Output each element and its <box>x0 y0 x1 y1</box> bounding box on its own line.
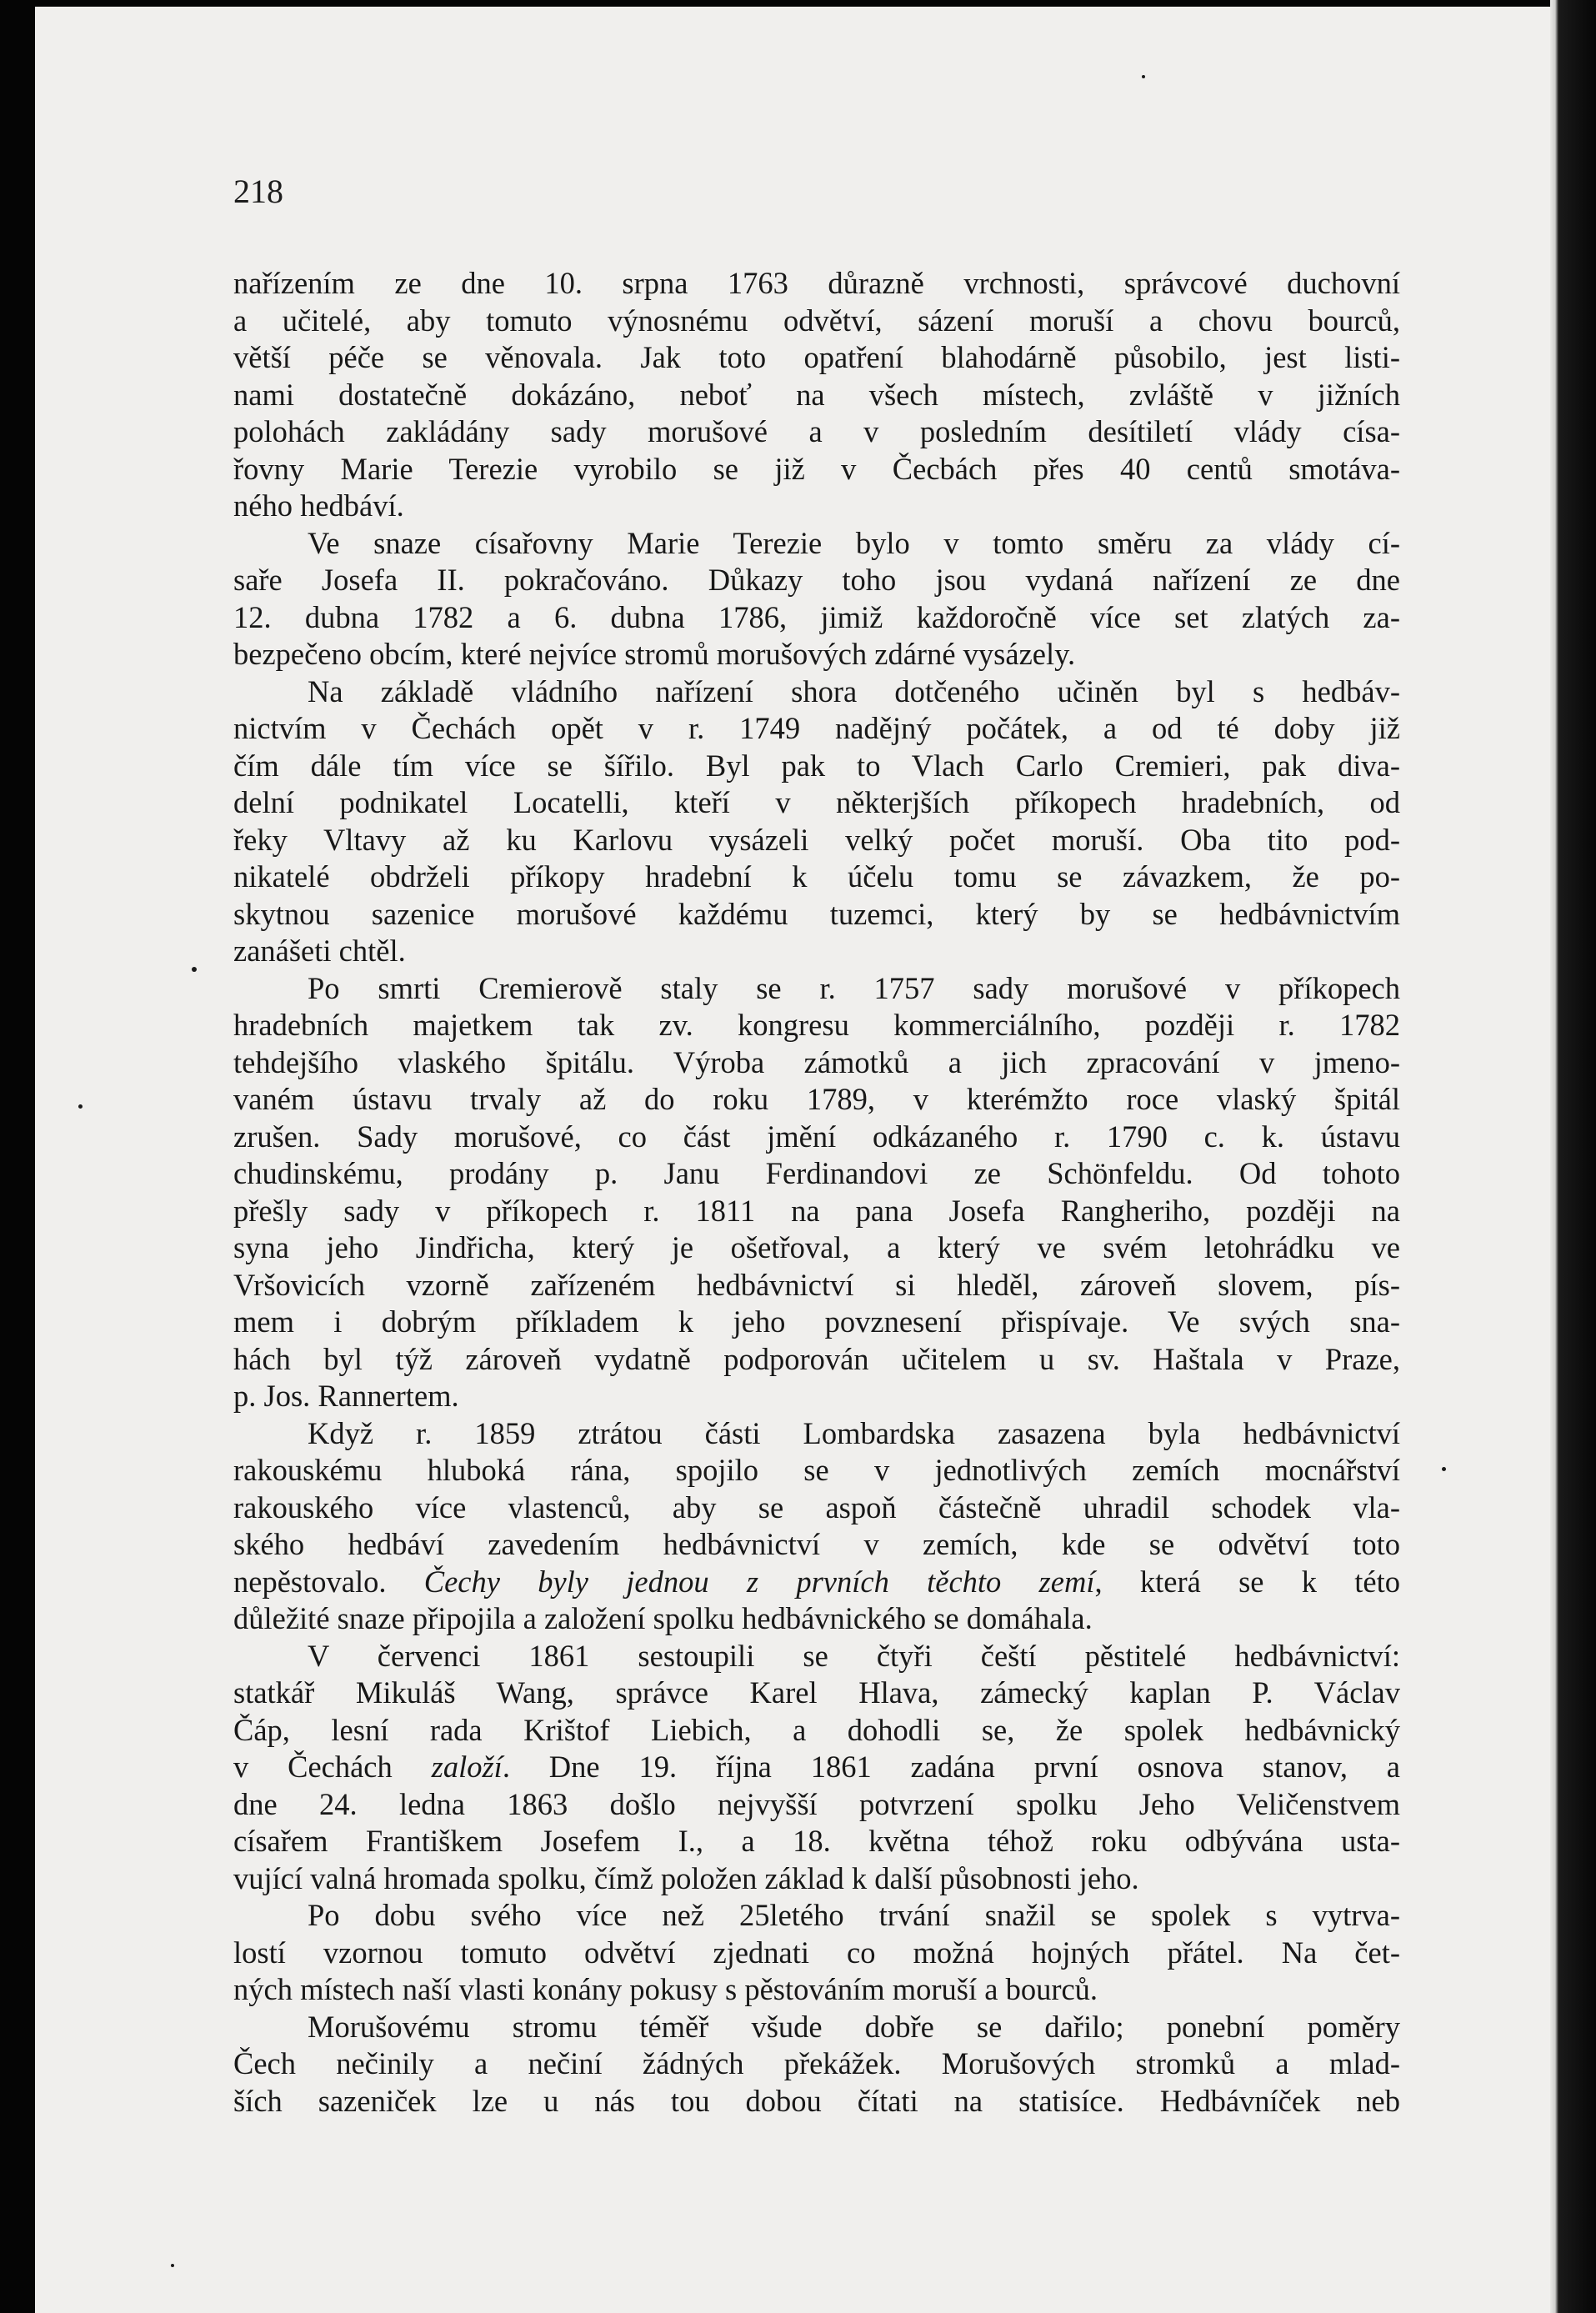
text-line: zanášeti chtěl. <box>233 934 406 968</box>
text-line: polohách zakládány sady morušové a v posledním desítiletí vlády císa- <box>233 414 1400 448</box>
scan-speck <box>1142 75 1145 78</box>
scan-speck <box>78 1104 83 1109</box>
text-line: zrušen. Sady morušové, co část jmění odkázaného r. 1790 c. k. ústavu <box>233 1119 1400 1154</box>
text-line: vující valná hromada spolku, čímž položen základ k další působnosti jeho. <box>233 1860 1139 1895</box>
text-line-italic: nepěstovalo. Čechy byly jednou z prvních těchto zemí, která se k této <box>233 1564 1400 1599</box>
body-text <box>233 265 1400 2120</box>
scan-speck <box>192 967 197 972</box>
text-line: hradebních majetkem tak zv. kongresu kommerciálního, později r. 1782 <box>233 1008 1400 1042</box>
page-number: 218 <box>233 173 283 210</box>
text-line: mem i dobrým příkladem k jeho povznesení přispívaje. Ve svých sna- <box>233 1304 1400 1339</box>
text-line: nikatelé obdrželi příkopy hradební k účelu tomu se závazkem, že po- <box>233 859 1400 894</box>
text-line: ných místech naší vlasti konány pokusy s pěstováním moruší a bourců. <box>233 1972 1098 2006</box>
text-line: vaném ústavu trvaly až do roku 1789, v kterémžto roce vlaský špitál <box>233 1082 1400 1116</box>
text-line: Když r. 1859 ztrátou části Lombardska zasazena byla hedbávnictví <box>308 1415 1400 1450</box>
text-line: dne 24. ledna 1863 došlo nejvyšší potvrzení spolku Jeho Veličenstvem <box>233 1786 1400 1821</box>
text-line: Na základě vládního nařízení shora dotčeného učiněn byl s hedbáv- <box>308 673 1400 708</box>
text-line: Čech nečinily a nečiní žádných překážek. Morušových stromků a mlad- <box>233 2046 1400 2080</box>
scan-speck <box>1442 1467 1446 1471</box>
text-line: rakouskému hluboká rána, spojilo se v jednotlivých zemích mocnářství <box>233 1453 1400 1487</box>
page-edge-shadow <box>1550 0 1596 2313</box>
text-line: Po smrti Cremierově staly se r. 1757 sady morušové v příkopech <box>308 970 1400 1005</box>
text-line: nařízením ze dne 10. srpna 1763 důrazně vrchnosti, správcové duchovní <box>233 266 1400 300</box>
text-line: Ve snaze císařovny Marie Terezie bylo v tomto směru za vlády cí- <box>308 525 1400 560</box>
text-line: čím dále tím více se šířilo. Byl pak to Vlach Carlo Cremieri, pak diva- <box>233 748 1400 783</box>
text-line: V červenci 1861 sestoupili se čtyři čeští pěstitelé hedbávnictví: <box>308 1638 1400 1673</box>
text-line: Po dobu svého více než 25letého trvání snažil se spolek s vytrva- <box>308 1898 1400 1932</box>
text-line-italic: v Čechách založí. Dne 19. října 1861 zadána první osnova stanov, a <box>233 1750 1400 1784</box>
text-line: řovny Marie Terezie vyrobilo se již v Čecbách přes 40 centů smotáva- <box>233 451 1400 486</box>
text-line: nictvím v Čechách opět v r. 1749 nadějný počátek, a od té doby již <box>233 711 1400 745</box>
text-line: lostí vzornou tomuto odvětví zjednati co možná hojných přátel. Na čet- <box>233 1935 1400 1970</box>
scan-speck <box>171 2264 174 2267</box>
text-line: delní podnikatel Locatelli, kteří v některjších příkopech hradebních, od <box>233 785 1400 819</box>
text-line: přešly sady v příkopech r. 1811 na pana Josefa Rangheriho, později na <box>233 1193 1400 1228</box>
text-line: skytnou sazenice morušové každému tuzemci, který by se hedbávnictvím <box>233 896 1400 931</box>
text-line: rakouského více vlastenců, aby se aspoň částečně uhradil schodek vla- <box>233 1489 1400 1524</box>
text-line: bezpečeno obcím, které nejvíce stromů morušových zdárné vysázely. <box>233 637 1076 671</box>
text-line: Morušovému stromu téměř všude dobře se dařilo; ponební poměry <box>308 2009 1400 2044</box>
text-line: syna jeho Jindřicha, který je ošetřoval, a který ve svém letohrádku ve <box>233 1230 1400 1264</box>
text-line: chudinskému, prodány p. Janu Ferdinandovi ze Schönfeldu. Od tohoto <box>233 1156 1400 1190</box>
text-line: 12. dubna 1782 a 6. dubna 1786, jimiž každoročně více set zlatých za- <box>233 599 1400 634</box>
text-line: Vršovicích vzorně zařízeném hedbávnictví si hleděl, zároveň slovem, pís- <box>233 1267 1400 1302</box>
text-line: statkář Mikuláš Wang, správce Karel Hlava, zámecký kaplan P. Václav <box>233 1675 1400 1710</box>
text-line: důležité snaze připojila a založení spolku hedbávnického se domáhala. <box>233 1601 1093 1635</box>
text-line: saře Josefa II. pokračováno. Důkazy toho jsou vydaná nařízení ze dne <box>233 563 1400 597</box>
text-line: tehdejšího vlaského špitálu. Výroba zámotků a jich zpracování v jmeno- <box>233 1044 1400 1079</box>
text-line: císařem Františkem Josefem I., a 18. května téhož roku odbývána usta- <box>233 1824 1400 1858</box>
text-line: ších sazeniček lze u nás tou dobou čítati na statisíce. Hedbávníček neb <box>233 2083 1400 2118</box>
text-line: a učitelé, aby tomuto výnosnému odvětví, sázení moruší a chovu bourců, <box>233 303 1400 338</box>
text-line: větší péče se věnovala. Jak toto opatření blahodárně působilo, jest listi- <box>233 340 1400 374</box>
text-line: p. Jos. Rannertem. <box>233 1379 459 1413</box>
text-line: ného hedbáví. <box>233 488 404 523</box>
text-line: nami dostatečně dokázáno, neboť na všech místech, zvláště v jižních <box>233 377 1400 412</box>
text-line: řeky Vltavy až ku Karlovu vysázeli velký počet moruší. Oba tito pod- <box>233 822 1400 857</box>
text-line: ského hedbáví zavedením hedbávnictví v zemích, kde se odvětví toto <box>233 1527 1400 1561</box>
text-line: hách byl týž zároveň vydatně podporován učitelem u sv. Haštala v Praze, <box>233 1341 1400 1376</box>
text-line: Čáp, lesní rada Krištof Liebich, a dohodli se, že spolek hedbávnický <box>233 1712 1400 1747</box>
